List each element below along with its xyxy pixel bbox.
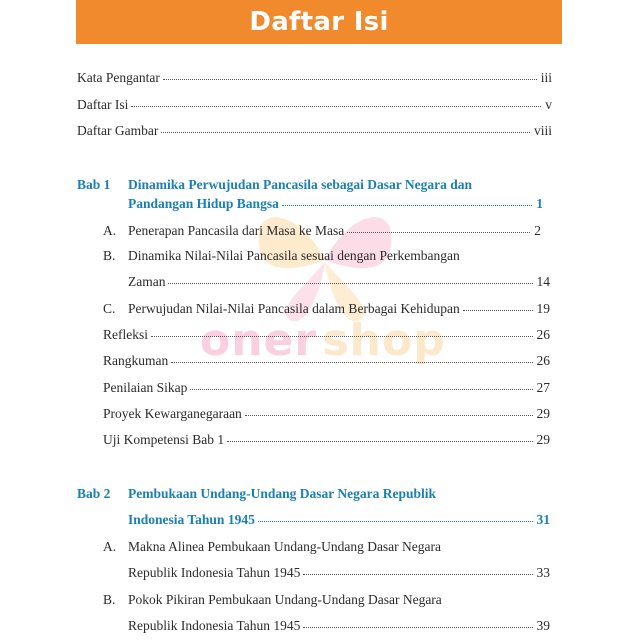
dot-leader — [168, 283, 532, 284]
toc-entry-label: Kata Pengantar — [77, 70, 160, 85]
toc-entry[interactable] — [103, 379, 550, 397]
toc-entry[interactable] — [77, 96, 552, 114]
section-page: 19 — [536, 301, 550, 316]
dot-leader — [163, 79, 537, 80]
section-title: Perwujudan Nilai-Nilai Pancasila dalam Berbagai Kehidupan — [128, 301, 460, 316]
page-title: Daftar Isi — [249, 7, 389, 37]
chapter-title-line: Indonesia Tahun 1945 — [128, 512, 255, 527]
dot-leader — [258, 521, 533, 522]
toc-entry[interactable] — [103, 431, 550, 449]
toc-entry-page: 29 — [536, 432, 550, 447]
chapter-title-line[interactable]: Pembukaan Undang-Undang Dasar Negara Republik — [128, 486, 437, 501]
header-bar — [76, 0, 562, 44]
chapter-entry[interactable] — [128, 511, 550, 529]
dot-leader — [282, 205, 532, 206]
section-letter: C. — [103, 301, 116, 316]
chapter-page: 31 — [536, 512, 550, 527]
dot-leader — [303, 574, 532, 575]
section-letter: B. — [103, 592, 116, 607]
toc-entry-label: Proyek Kewarganegaraan — [103, 406, 242, 421]
toc-entry[interactable] — [128, 617, 550, 635]
watermark-text-a: oner — [200, 315, 318, 366]
section-title: Penerapan Pancasila dari Masa ke Masa — [128, 223, 345, 238]
section-letter: A. — [103, 223, 117, 238]
chapter-label: Bab 2 — [77, 486, 111, 501]
dot-leader — [227, 441, 532, 442]
chapter-entry[interactable] — [128, 195, 543, 213]
section-letter: A. — [103, 539, 117, 554]
chapter-label: Bab 1 — [77, 177, 111, 192]
toc-entry-page: viii — [533, 123, 552, 138]
toc-entry-label: Penilaian Sikap — [103, 380, 188, 395]
toc-entry-page: 27 — [536, 380, 550, 395]
toc-entry[interactable] — [77, 122, 552, 140]
toc-entry-label: Rangkuman — [103, 353, 169, 368]
toc-entry-page: v — [545, 97, 552, 112]
toc-entry[interactable] — [128, 273, 550, 291]
toc-entry-page: 26 — [536, 327, 550, 342]
dot-leader — [161, 132, 530, 133]
toc-entry[interactable] — [128, 300, 550, 318]
dot-leader — [151, 336, 533, 337]
toc-entry-page: iii — [540, 70, 552, 85]
dot-leader — [245, 415, 533, 416]
toc-entry-page: 26 — [536, 353, 550, 368]
toc-entry-label: Daftar Isi — [77, 97, 129, 112]
section-title-line[interactable]: Dinamika Nilai-Nilai Pancasila sesuai dengan Perkembangan — [128, 248, 460, 263]
chapter-title-line[interactable]: Dinamika Perwujudan Pancasila sebagai Dasar Negara dan — [128, 177, 473, 192]
chapter-title-line: Pandangan Hidup Bangsa — [128, 196, 279, 211]
section-letter: B. — [103, 248, 116, 263]
toc-entry[interactable] — [128, 222, 541, 240]
section-title-line: Republik Indonesia Tahun 1945 — [128, 618, 301, 633]
toc-entry-page: 29 — [536, 406, 550, 421]
section-title-line[interactable]: Makna Alinea Pembukaan Undang-Undang Dasar Negara — [128, 539, 442, 554]
toc-entry-label: Daftar Gambar — [77, 123, 159, 138]
dot-leader — [190, 389, 532, 390]
section-page: 39 — [536, 618, 550, 633]
section-page: 2 — [534, 223, 541, 238]
section-title-line: Republik Indonesia Tahun 1945 — [128, 565, 301, 580]
toc-entry-label: Uji Kompetensi Bab 1 — [103, 432, 225, 447]
toc-entry[interactable] — [103, 352, 550, 370]
dot-leader — [347, 232, 530, 233]
toc-entry[interactable] — [77, 69, 552, 87]
toc-entry[interactable] — [128, 564, 550, 582]
chapter-page: 1 — [536, 196, 543, 211]
section-page: 14 — [536, 274, 550, 289]
toc-entry[interactable] — [103, 405, 550, 423]
toc-entry[interactable] — [103, 326, 550, 344]
dot-leader — [171, 362, 532, 363]
dot-leader — [463, 310, 533, 311]
toc-entry-label: Refleksi — [103, 327, 148, 342]
watermark-text-b: shop — [322, 315, 446, 366]
dot-leader — [303, 627, 532, 628]
section-title-line[interactable]: Pokok Pikiran Pembukaan Undang-Undang Dasar Negara — [128, 592, 442, 607]
section-page: 33 — [536, 565, 550, 580]
section-title-line: Zaman — [128, 274, 166, 289]
dot-leader — [131, 106, 541, 107]
